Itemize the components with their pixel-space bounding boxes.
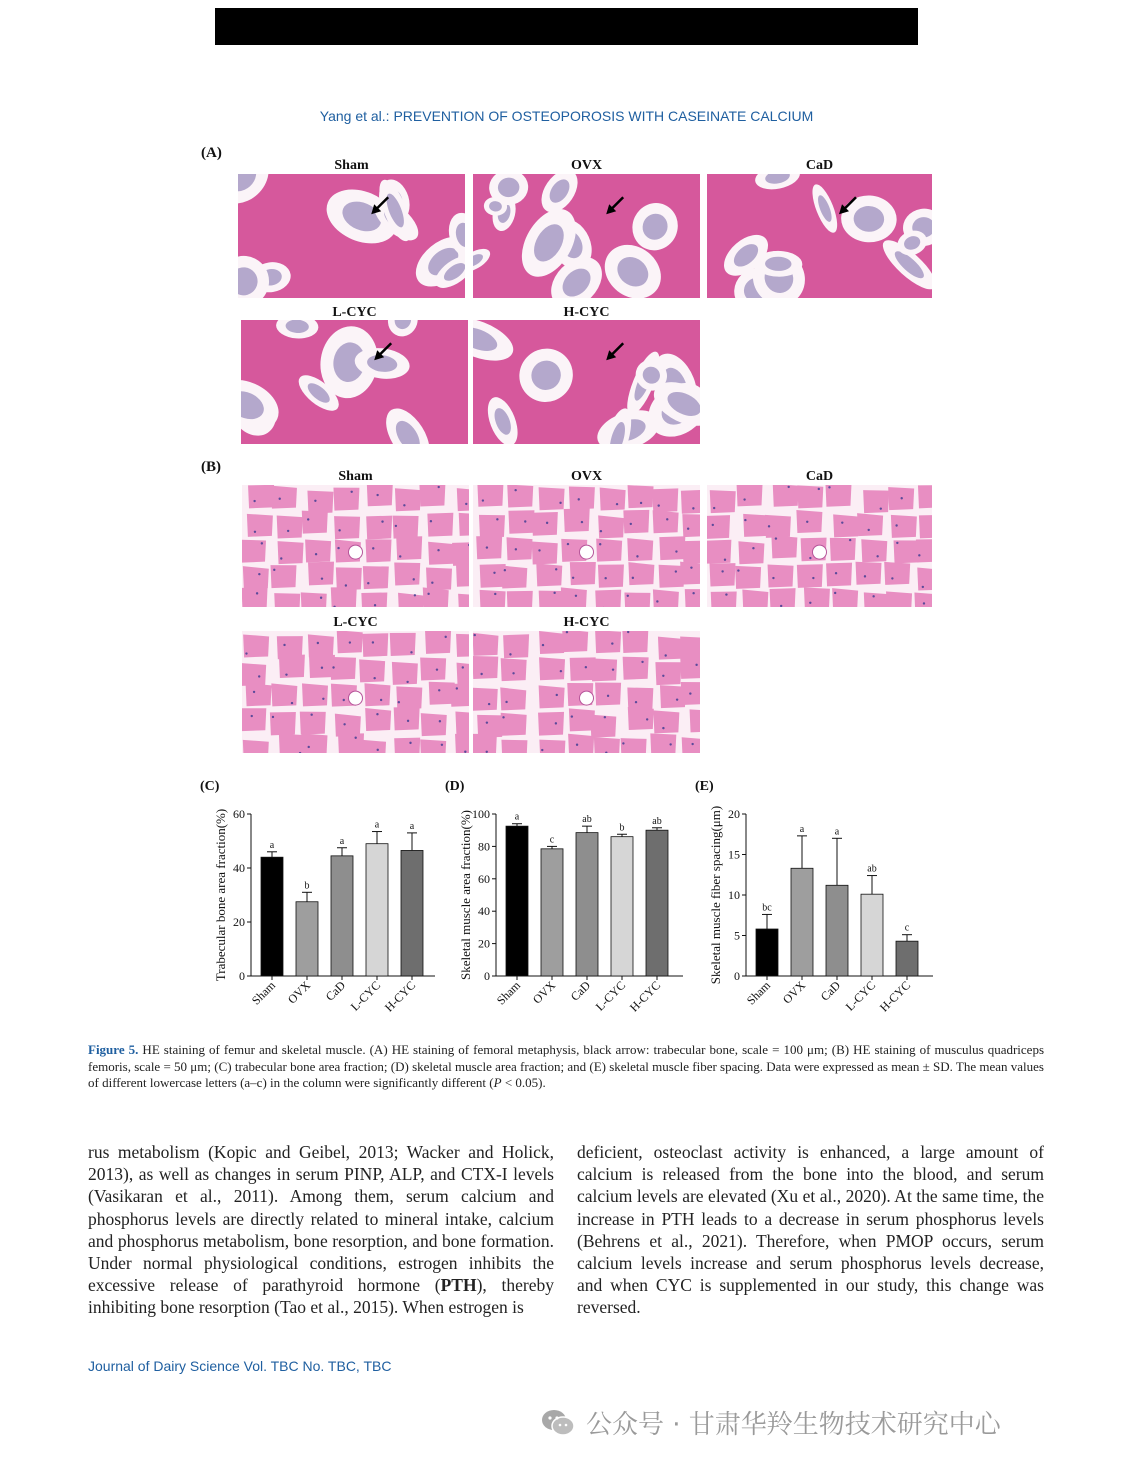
chart-panel-letter: (C) xyxy=(200,779,220,794)
chart-y-tick-label: 60 xyxy=(233,807,245,821)
muscle-label-sham: Sham xyxy=(338,469,373,484)
chart-significance-letter: bc xyxy=(762,902,772,914)
figure-caption xyxy=(88,1042,1044,1092)
chart-error-bar xyxy=(302,892,312,901)
chart-error-bar xyxy=(407,833,417,851)
chart-y-tick-label: 5 xyxy=(734,928,740,943)
chart-significance-letter: c xyxy=(904,922,910,934)
wechat-icon xyxy=(540,1408,576,1438)
bone-micrograph-ovx xyxy=(473,174,700,298)
caption-text: HE staining of femur and skeletal muscle. (A) HE staining of femoral metaphysis, black arrow: trabecular bone, scale = 100 μm; (B) HE staining of musculus quadriceps femoris, scale = 50 μm; (C) trabecular bone area fraction; (D) skeletal muscle area fraction; and (E) skeletal muscle fiber spacing. Data were expressed as mean ± SD. The mean values of different lowercase letters (a–c) in the column were significantly different ( xyxy=(88,1042,1045,1090)
chart-x-tick-label: OVX xyxy=(779,978,809,1007)
bone-micrograph-lcyc xyxy=(241,320,468,444)
caption-p: P xyxy=(493,1075,502,1090)
chart-error-bar xyxy=(372,832,382,844)
chart-x-tick-label: CaD xyxy=(567,978,594,1004)
chart-bar xyxy=(861,894,883,976)
chart-y-tick-label: 60 xyxy=(478,871,490,886)
muscle-label-hcyc: H-CYC xyxy=(563,615,610,630)
journal-footer: Journal of Dairy Science Vol. TBC No. TBC, TBC xyxy=(88,1358,392,1374)
chart-significance-letter: ab xyxy=(652,815,662,827)
chart-significance-letter: ab xyxy=(867,863,877,875)
chart-bar xyxy=(401,850,423,976)
chart-y-tick-label: 0 xyxy=(484,969,490,983)
muscle-micrograph-sham xyxy=(242,485,469,607)
muscle-micrograph-hcyc xyxy=(473,631,700,753)
chart-significance-letter: a xyxy=(799,823,805,835)
chart-bar xyxy=(791,868,813,976)
chart-x-tick-label: H-CYC xyxy=(876,978,914,1015)
chart-bar xyxy=(646,830,668,976)
chart-bar xyxy=(826,885,848,976)
chart-significance-letter: a xyxy=(374,819,380,831)
chart-panel-letter: (E) xyxy=(695,779,714,794)
chart-x-tick-label: CaD xyxy=(817,978,844,1004)
chart-panel-letter: (D) xyxy=(445,779,465,794)
body-left-after: ), thereby inhibiting bone resorption (Tao et al., 2015). When estrogen is xyxy=(88,1275,554,1318)
chart-bar xyxy=(261,857,283,976)
chart-significance-letter: a xyxy=(834,826,840,838)
panel-letter-a: (A) xyxy=(201,145,222,161)
chart-significance-letter: c xyxy=(549,834,555,846)
chart-y-tick-label: 0 xyxy=(734,969,740,983)
chart-x-tick-label: CaD xyxy=(322,978,349,1004)
chart-significance-letter: b xyxy=(619,822,625,834)
bone-label-ovx: OVX xyxy=(570,158,603,173)
chart-y-tick-label: 15 xyxy=(728,847,740,862)
chart-bar xyxy=(576,833,598,976)
chart-x-tick-label: Sham xyxy=(743,978,774,1008)
chart-x-tick-label: Sham xyxy=(248,978,279,1008)
chart-error-bar xyxy=(267,852,277,857)
watermark xyxy=(540,1404,1001,1441)
chart-significance-letter: a xyxy=(269,839,275,851)
chart-bar xyxy=(541,849,563,976)
chart-y-axis-label: Skeletal muscle fiber spacing(μm) xyxy=(708,805,723,985)
chart-error-bar xyxy=(582,826,592,832)
muscle-micrograph-ovx xyxy=(473,485,700,607)
chart-significance-letter: a xyxy=(409,820,415,832)
caption-label: Figure 5. xyxy=(88,1042,139,1057)
chart-y-tick-label: 10 xyxy=(728,888,740,902)
chart-bar xyxy=(331,856,353,976)
chart-bar xyxy=(366,844,388,976)
chart-significance-letter: b xyxy=(304,880,310,892)
chart-x-tick-label: OVX xyxy=(529,978,559,1007)
muscle-label-ovx: OVX xyxy=(570,469,603,484)
chart-y-axis-label: Skeletal muscle area fraction(%) xyxy=(458,810,473,980)
panel-letter-b: (B) xyxy=(201,459,221,475)
body-column-right: deficient, osteoclast activity is enhanced, a large amount of calcium is released from the bone into the blood, and serum calcium levels are elevated (Xu et al., 2020). At the same time, the increase in PTH leads to a decrease in serum phosphorus levels (Behrens et al., 2021). Therefore, when PMOP occurs, serum calcium levels increase and serum phosphorus levels decrease, and when CYC is supplemented in our study, this change was reversed. xyxy=(577,1142,1044,1318)
chart-y-tick-label: 40 xyxy=(233,861,245,875)
watermark-text: 公众号 · 甘肃华羚生物技术研究中心 xyxy=(586,1410,1001,1440)
chart-error-bar xyxy=(797,836,807,868)
muscle-label-lcyc: L-CYC xyxy=(333,615,378,630)
bone-micrograph-hcyc xyxy=(473,320,700,444)
chart-bar xyxy=(506,826,528,976)
bone-label-hcyc: H-CYC xyxy=(563,305,610,320)
muscle-micrograph-cad xyxy=(707,485,932,607)
chart-x-tick-label: Sham xyxy=(493,978,524,1008)
chart-y-axis-label: Trabecular bone area fraction(%) xyxy=(213,808,228,982)
muscle-label-cad: CaD xyxy=(805,469,834,484)
muscle-micrograph-lcyc xyxy=(242,631,469,753)
chart-significance-letter: a xyxy=(514,811,520,823)
chart-error-bar xyxy=(337,848,347,856)
bone-label-cad: CaD xyxy=(805,158,834,173)
bone-label-lcyc: L-CYC xyxy=(332,305,377,320)
chart-significance-letter: ab xyxy=(582,814,592,826)
running-head: Yang et al.: PREVENTION OF OSTEOPOROSIS WITH CASEINATE CALCIUM xyxy=(319,108,814,124)
chart-y-tick-label: 100 xyxy=(472,807,490,821)
bone-label-sham: Sham xyxy=(334,158,369,173)
chart-y-tick-label: 40 xyxy=(478,904,490,919)
caption-p-rest: < 0.05). xyxy=(501,1075,546,1090)
chart-bar xyxy=(611,837,633,976)
chart-y-tick-label: 20 xyxy=(728,807,740,821)
chart-e-fiber-spacing xyxy=(690,770,935,1030)
chart-c-trabecular-bone xyxy=(195,770,435,1030)
redaction-bar xyxy=(215,8,918,45)
bone-micrograph-cad xyxy=(707,174,932,298)
chart-d-muscle-area xyxy=(440,770,690,1030)
chart-x-tick-label: H-CYC xyxy=(626,978,664,1015)
chart-x-tick-label: L-CYC xyxy=(347,978,384,1014)
chart-error-bar xyxy=(902,935,912,941)
chart-y-tick-label: 20 xyxy=(233,915,245,929)
chart-x-tick-label: L-CYC xyxy=(842,978,879,1014)
chart-y-tick-label: 80 xyxy=(478,839,490,854)
chart-x-tick-label: H-CYC xyxy=(381,978,419,1015)
body-column-left xyxy=(88,1141,554,1319)
chart-x-tick-label: L-CYC xyxy=(592,978,629,1014)
chart-significance-letter: a xyxy=(339,835,345,847)
chart-error-bar xyxy=(867,876,877,895)
chart-error-bar xyxy=(762,914,772,929)
chart-error-bar xyxy=(832,838,842,885)
chart-bar xyxy=(296,902,318,976)
chart-y-tick-label: 0 xyxy=(239,969,245,983)
chart-y-tick-label: 20 xyxy=(478,936,490,951)
bone-micrograph-sham xyxy=(238,174,465,298)
body-left-before: rus metabolism (Kopic and Geibel, 2013; Wacker and Holick, 2013), as well as changes in serum PINP, ALP, and CTX-I levels (Vasikaran et al., 2011). Among them, serum calcium and phosphorus levels are directly related to mineral intake, calcium and phosphorus metabolism, bone resorption, and bone formation. Under normal physiological conditions, estrogen inhibits the excessive release of parathyroid hormone ( xyxy=(88,1142,554,1296)
chart-x-tick-label: OVX xyxy=(284,978,314,1007)
chart-bar xyxy=(756,929,778,976)
body-left-bold: PTH xyxy=(440,1275,477,1296)
chart-bar xyxy=(896,941,918,976)
